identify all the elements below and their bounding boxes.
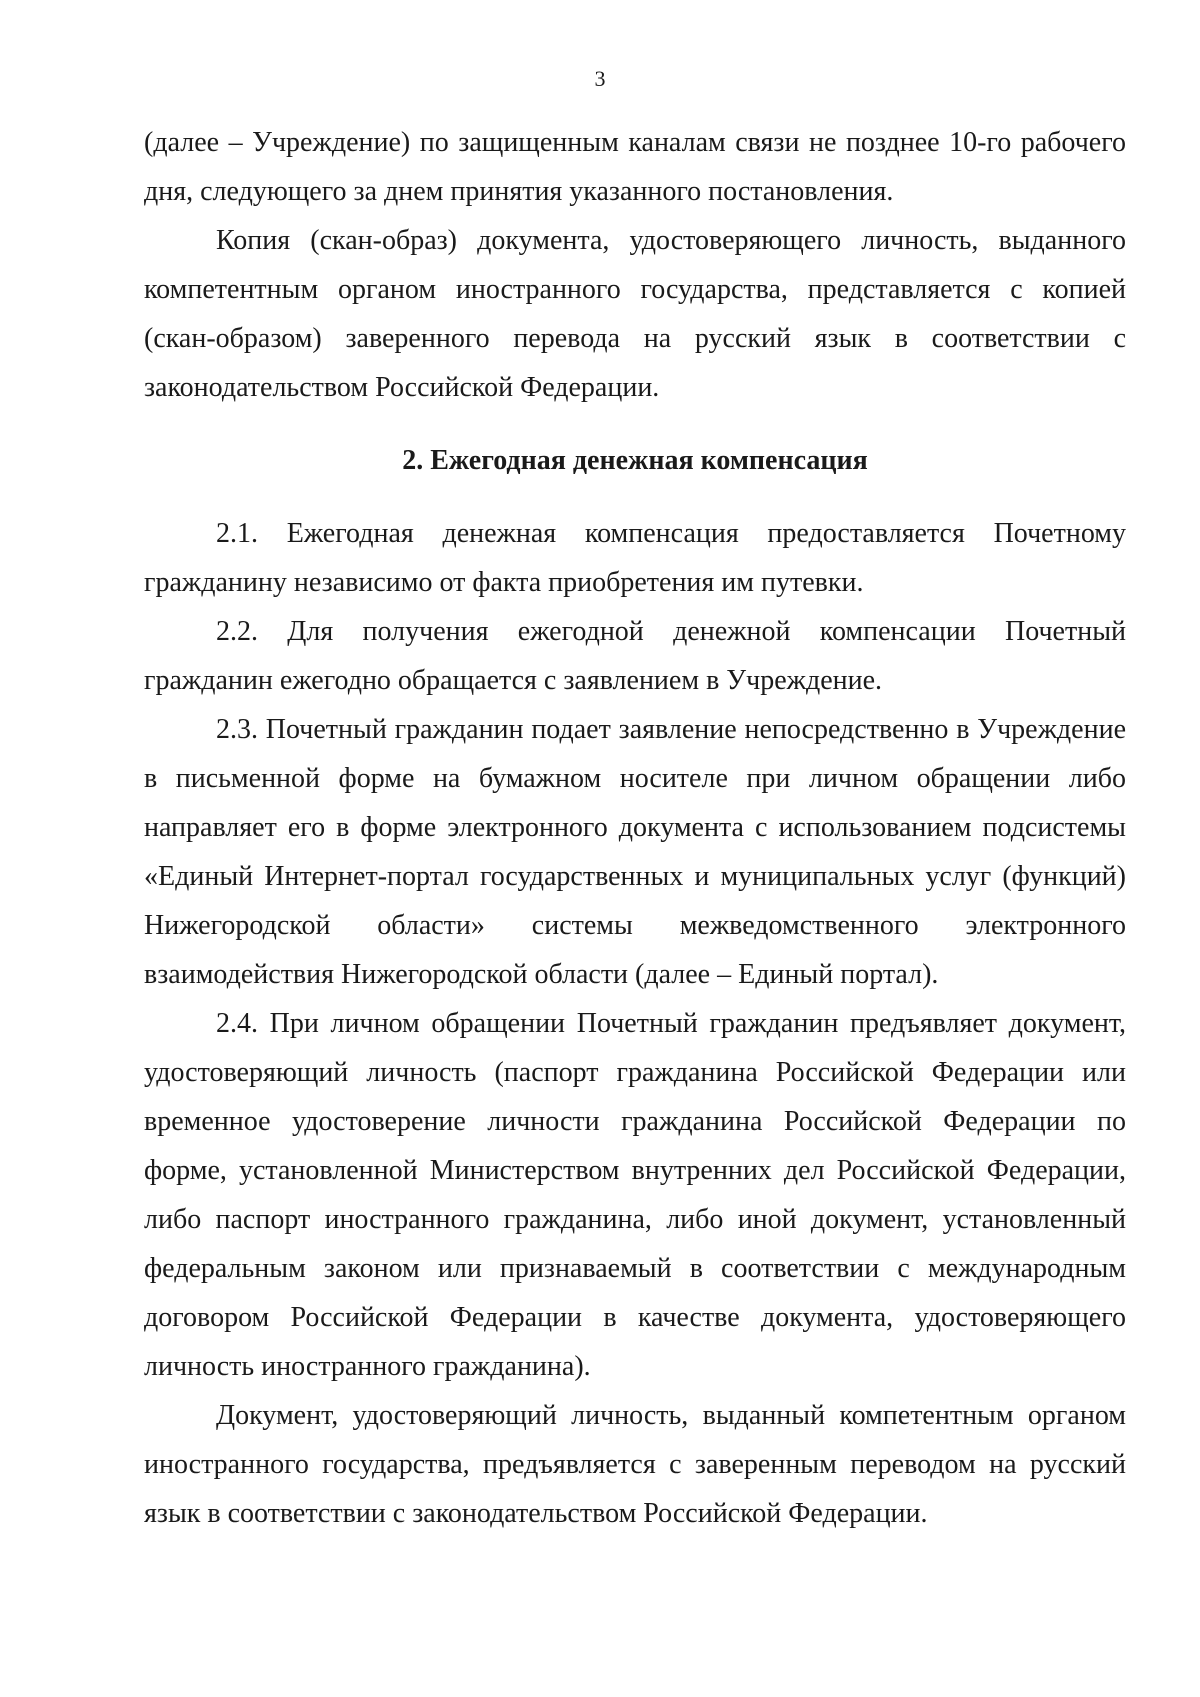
- paragraph-copy-document: Копия (скан-образ) документа, удостоверяющего личность, выданного компетентным органом иностранного государства, представляется с копией (скан-образом) заверенного перевода на русский язык в соответствии с законодательством Российской Федерации.: [144, 225, 1126, 403]
- paragraph-2-3: 2.3. Почетный гражданин подает заявление непосредственно в Учреждение в письменной форме на бумажном носителе при личном обращении либо направляет его в форме электронного документа с использованием подсистемы «Единый Интернет-портал государственных и муниципальных услуг (функций) Нижегородской области» системы межведомственного электронного взаимодействия Нижегородской области (далее – Единый портал).: [144, 714, 1126, 990]
- paragraph-2-1: 2.1. Ежегодная денежная компенсация предоставляется Почетному гражданину независимо от факта приобретения им путевки.: [144, 518, 1126, 598]
- document-body: [144, 118, 1126, 1538]
- paragraph-2-2: 2.2. Для получения ежегодной денежной компенсации Почетный гражданин ежегодно обращается с заявлением в Учреждение.: [144, 616, 1126, 696]
- paragraph-continuation: (далее – Учреждение) по защищенным каналам связи не позднее 10-го рабочего дня, следующего за днем принятия указанного постановления.: [144, 127, 1126, 207]
- paragraph-foreign-document: Документ, удостоверяющий личность, выданный компетентным органом иностранного государства, предъявляется с заверенным переводом на русский язык в соответствии с законодательством Российской Федерации.: [144, 1400, 1126, 1529]
- page-number: 3: [594, 66, 606, 91]
- paragraph-2-4: 2.4. При личном обращении Почетный гражданин предъявляет документ, удостоверяющий личность (паспорт гражданина Российской Федерации или временное удостоверение личности гражданина Российской Федерации по форме, установленной Министерством внутренних дел Российской Федерации, либо паспорт иностранного гражданина, либо иной документ, установленный федеральным законом или признаваемый в соответствии с международным договором Российской Федерации в качестве документа, удостоверяющего личность иностранного гражданина).: [144, 1008, 1126, 1382]
- section-heading: 2. Ежегодная денежная компенсация: [402, 445, 868, 476]
